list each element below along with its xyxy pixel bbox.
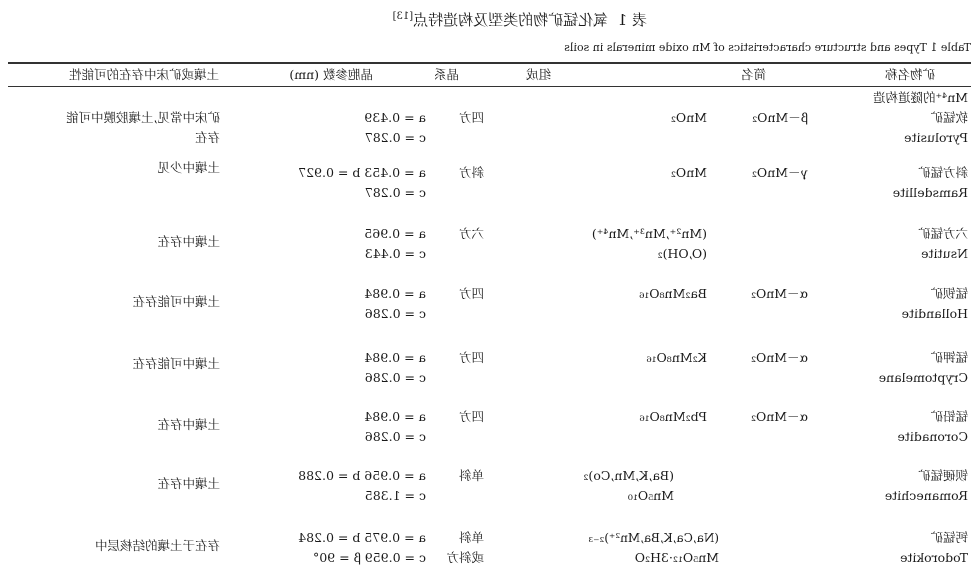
crystal-system: 四方 [458,350,484,365]
mineral-composition: Mn₅O₁₀ [627,488,674,503]
cell-param: c = 0.287 [364,130,426,145]
existence: 存在 [194,130,220,145]
cell-param: c = 0.286 [364,429,426,444]
existence: 土壤中少见 [157,160,220,175]
mineral-name-en: Nsutite [921,246,968,261]
mineral-short: α－MnO₂ [750,286,808,301]
mineral-composition: MnO₂ [670,110,707,125]
cell-param: a = 0.453 b = 0.927 [298,165,426,180]
cell-param: c = 0.287 [364,185,426,200]
crystal-system: 单斜 [458,468,484,483]
cell-param: a = 0.984 [364,409,426,424]
header-name: 矿物名称 [884,67,935,82]
header-existence: 土壤或矿床中存在的可能性 [68,67,219,82]
mineral-short: γ－MnO₂ [751,165,808,180]
crystal-system: 四方 [458,286,484,301]
mineral-composition: (Na,Ca,K,Ba,Mn²⁺)₂₋₃ [588,531,719,545]
mineral-name-en: Pyrolusite [904,130,968,145]
mineral-name-cn: 锰钾矿 [930,350,968,365]
caption-title: 氧化锰矿物的类型及构造特点 [413,11,609,29]
crystal-system: 或斜方 [446,550,484,565]
mineral-name-en: Romanechite [884,488,968,503]
cell-param: a = 0.439 [364,110,426,125]
cell-param: c = 0.959 β = 90° [313,550,426,565]
cell-param: c = 1.385 [364,488,426,503]
cell-param: c = 0.286 [364,306,426,321]
mineral-composition: Pb₂Mn₈O₁₆ [639,409,707,424]
mineral-short: β－MnO₂ [752,110,808,125]
crystal-system: 单斜 [458,530,484,545]
header-cell: 晶胞参数 (nm) [289,67,373,82]
caption-label: 表 1 [617,11,647,29]
mineral-composition: MnO₂ [670,165,707,180]
cell-param: a = 0.984 [364,350,426,365]
mineral-name-cn: 锰钡矿 [930,286,968,301]
mineral-name-en: Coronadite [897,429,968,444]
mineral-composition: (O,OH)₂ [657,246,707,261]
table-caption-cn [393,12,647,28]
existence: 矿床中常见,土壤胶膜中可能 [66,110,220,125]
mineral-name-en: Todorokite [900,550,968,565]
mineral-name-en: Ramsdellite [892,185,968,200]
mineral-name-cn: 钡硬锰矿 [917,468,968,483]
mineral-composition: Mn₅O₁₂·3H₂O [634,550,719,565]
cell-param: a = 0.984 [364,286,426,301]
header-rule [8,86,971,87]
mineral-name-en: Hollandite [901,306,968,321]
mineral-name-cn: 锰铅矿 [930,409,968,424]
mineral-short: α－MnO₂ [750,409,808,424]
cell-param: c = 0.443 [364,246,426,261]
cell-param: a = 0.975 b = 0.284 [298,530,426,545]
top-rule [8,62,971,64]
existence: 土壤中存在 [157,476,220,491]
mineral-name-cn: 六方锰矿 [917,226,968,241]
cell-param: a = 0.956 b = 0.288 [298,468,426,483]
existence: 存在于土壤的结核层中 [94,538,220,553]
crystal-system: 斜方 [458,165,484,180]
group-title: Mn⁴⁺的隧道构造 [873,90,968,105]
existence: 土壤中可能存在 [132,294,220,309]
caption-ref: [13] [392,11,414,22]
header-system: 晶系 [433,67,459,82]
mineral-short: α－MnO₂ [750,350,808,365]
mineral-name-cn: 软锰矿 [930,110,968,125]
existence: 土壤中存在 [157,417,220,432]
crystal-system: 四方 [458,110,484,125]
mineral-name-cn: 斜方锰矿 [917,165,968,180]
mineral-composition: (Mn²⁺,Mn³⁺,Mn⁴⁺) [591,226,707,241]
mineral-composition: (Ba,K,Mn,Co)₂ [583,468,674,483]
mineral-name-en: Cryptomelane [878,370,968,385]
existence: 土壤中存在 [157,234,220,249]
existence: 土壤中可能存在 [132,356,220,371]
mineral-composition: Ba₂Mn₈O₁₆ [639,286,707,301]
mineral-name-cn: 钙锰矿 [930,530,968,545]
crystal-system: 四方 [458,409,484,424]
cell-param: a = 0.965 [364,226,426,241]
cell-param: c = 0.286 [364,370,426,385]
table-caption-en: Table 1 Types and structure characteristics of Mn oxide minerals in soils [564,41,971,54]
header-short: 简名 [740,67,766,82]
mineral-composition: K₂Mn₈O₁₆ [646,350,707,365]
crystal-system: 六方 [458,226,484,241]
header-composition: 组成 [525,67,551,82]
